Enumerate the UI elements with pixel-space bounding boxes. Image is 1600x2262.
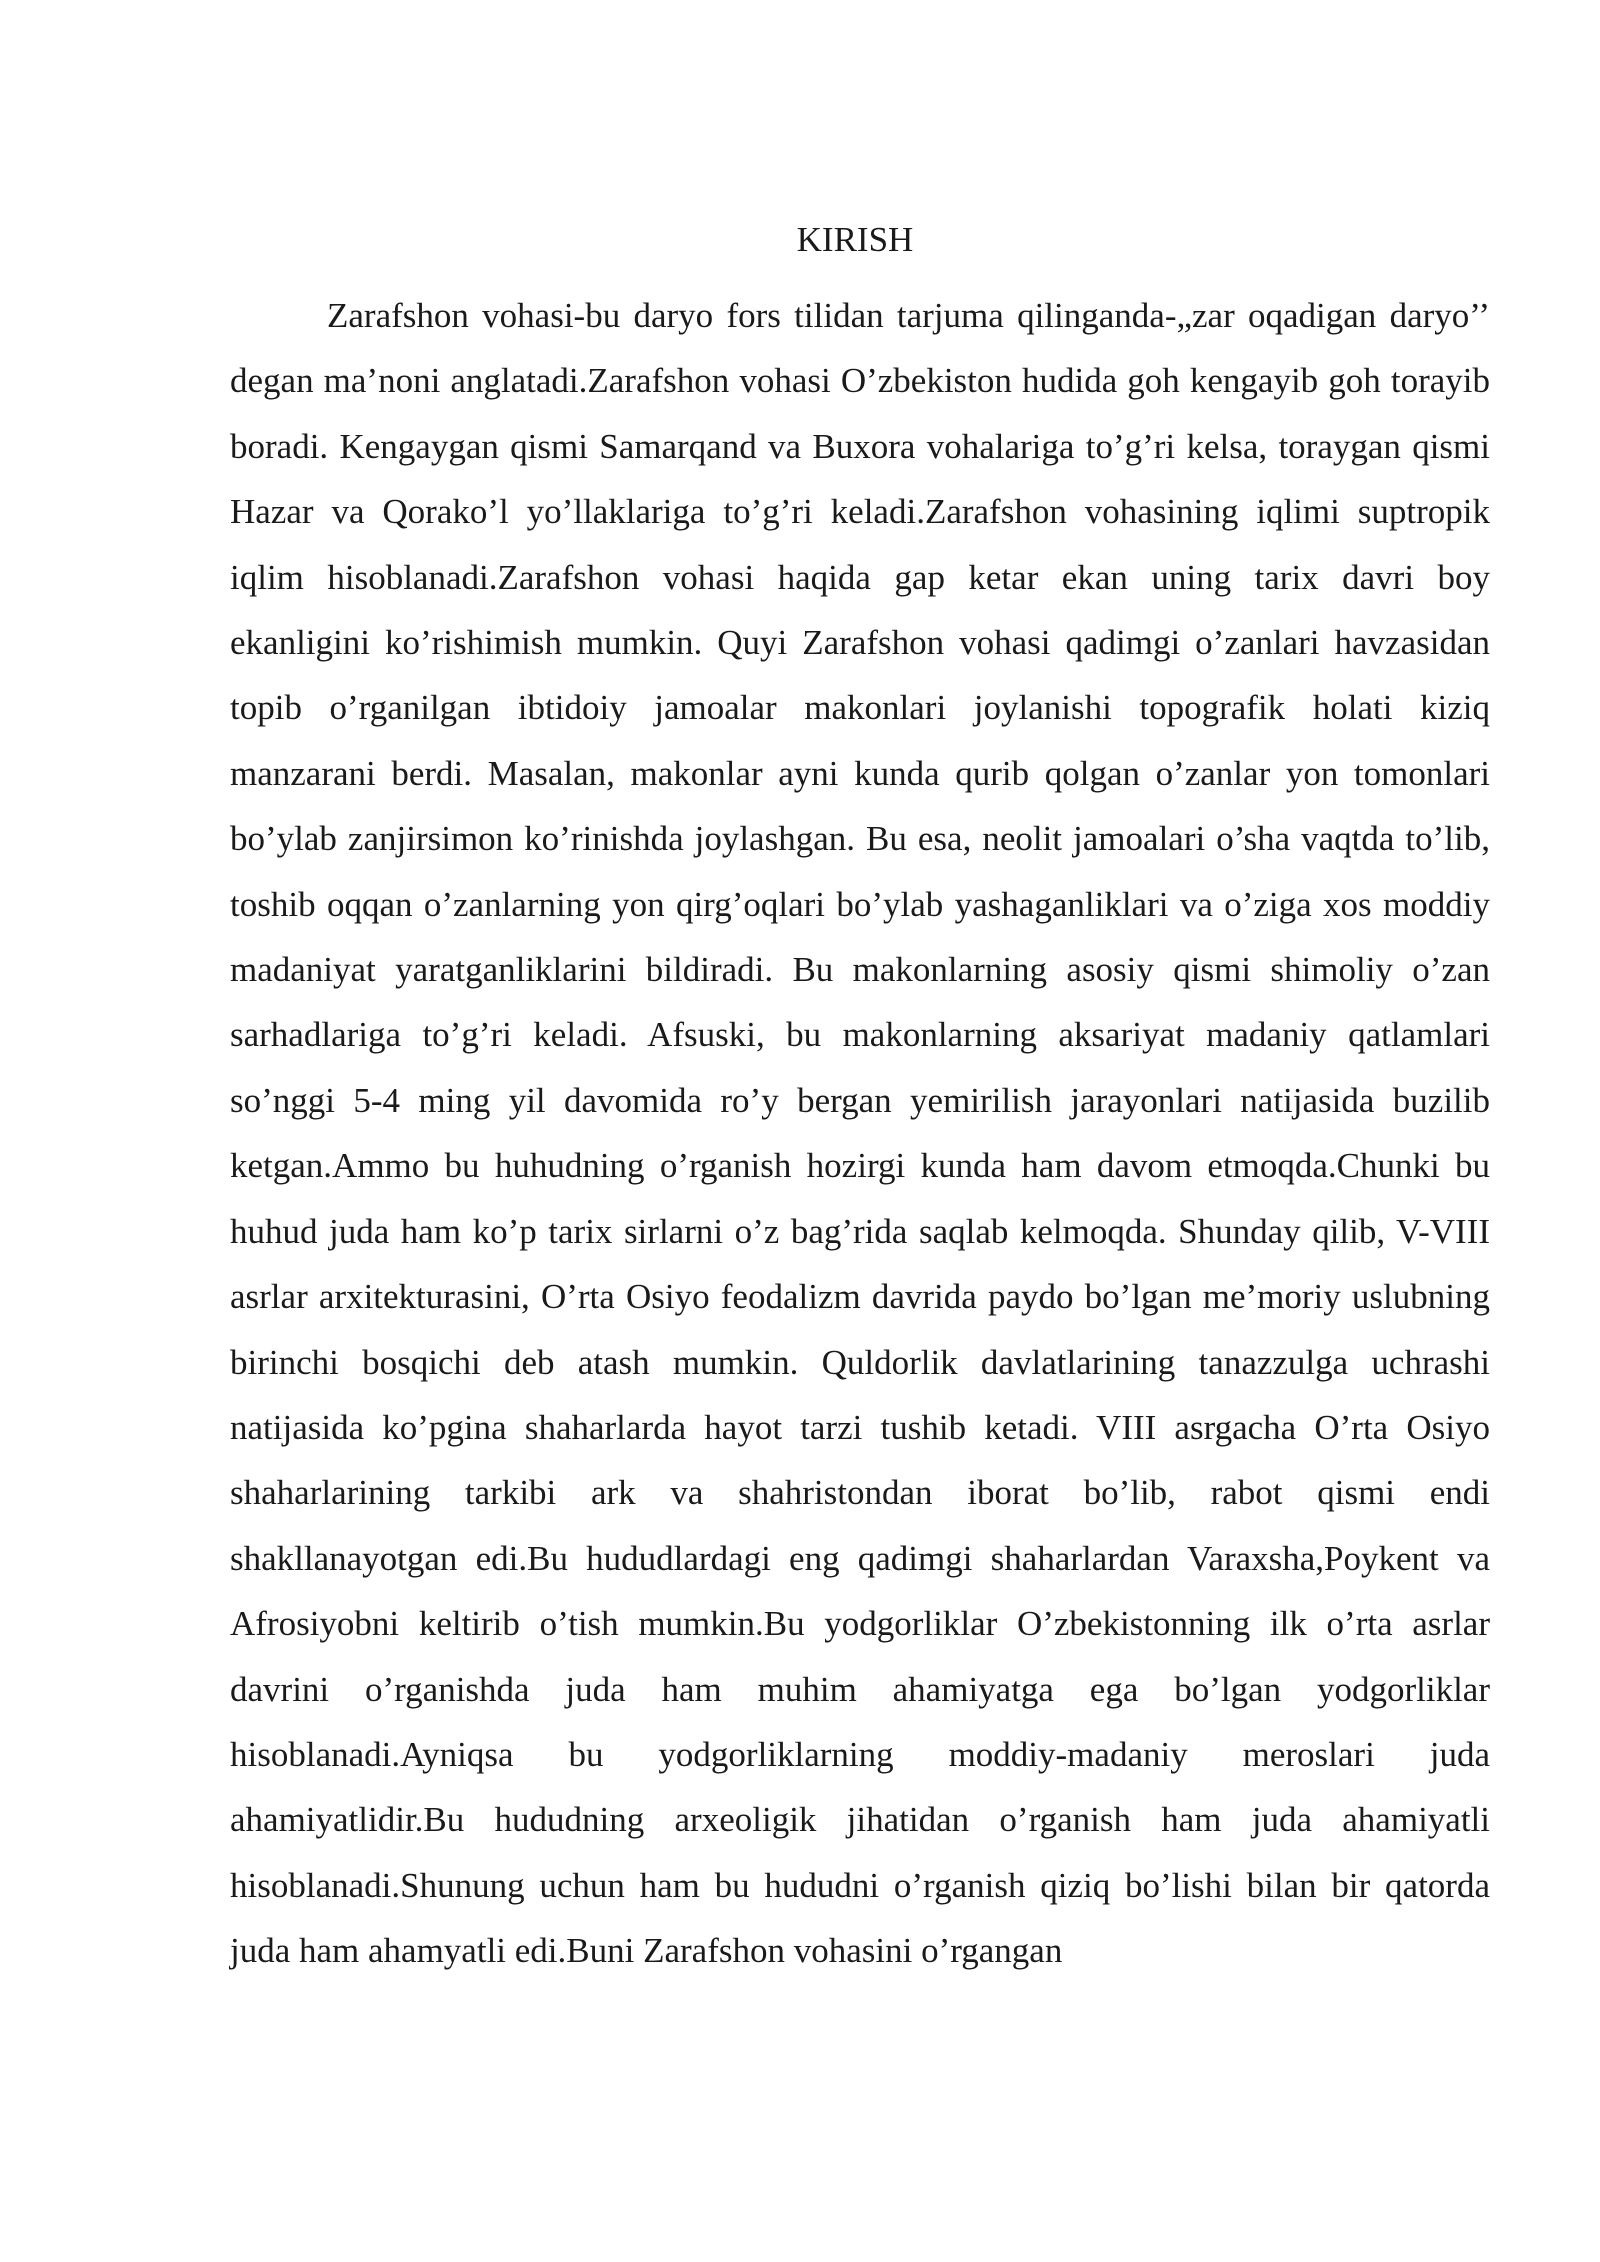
- body-paragraph: Zarafshon vohasi-bu daryo fors tilidan tarjuma qilinganda-„zar oqadigan daryo’’ degan ma’noni anglatadi.Zarafshon vohasi O’zbekiston hudida goh kengayib goh torayib boradi. Kengaygan qismi Samarqand va Buxora vohalariga to’g’ri kelsa, toraygan qismi Hazar va Qorako’l yo’llaklariga to’g’ri keladi.Zarafshon vohasining iqlimi suptropik iqlim hisoblanadi.Zarafshon vohasi haqida gap ketar ekan uning tarix davri boy ekanligini ko’rishimish mumkin. Quyi Zarafshon vohasi qadimgi o’zanlari havzasidan topib o’rganilgan ibtidoiy jamoalar makonlari joylanishi topografik holati kiziq manzarani berdi. Masalan, makonlar ayni kunda qurib qolgan o’zanlar yon tomonlari bo’ylab zanjirsimon ko’rinishda joylashgan. Bu esa, neolit jamoalari o’sha vaqtda to’lib, toshib oqqan o’zanlarning yon qirg’oqlari bo’ylab yashaganliklari va o’ziga xos moddiy madaniyat yaratganliklarini bildiradi. Bu makonlarning asosiy qismi shimoliy o’zan sarhadlariga to’g’ri keladi. Afsuski, bu makonlarning aksariyat madaniy qatlamlari so’nggi 5-4 ming yil davomida ro’y bergan yemirilish jarayonlari natijasida buzilib ketgan.Ammo bu huhudning o’rganish hozirgi kunda ham davom etmoqda.Chunki bu huhud juda ham ko’p tarix sirlarni o’z bag’rida saqlab kelmoqda. Shunday qilib, V-VIII asrlar arxitekturasini, O’rta Osiyo feodalizm davrida paydo bo’lgan me’moriy uslubning birinchi bosqichi deb atash mumkin. Quldorlik davlatlarining tanazzulga uchrashi natijasida ko’pgina shaharlarda hayot tarzi tushib ketadi. VIII asrgacha O’rta Osiyo shaharlarining tarkibi ark va shahristondan iborat bo’lib, rabot qismi endi shakllanayotgan edi.Bu hududlardagi eng qadimgi shaharlardan Varaxsha,Poykent va Afrosiyobni keltirib o’tish mumkin.Bu yodgorliklar O’zbekistonning ilk o’rta asrlar davrini o’rganishda juda ham muhim ahamiyatga ega bo’lgan yodgorliklar hisoblanadi.Ayniqsa bu yodgorliklarning moddiy-madaniy meroslari juda ahamiyatlidir.Bu hududning arxeoligik jihatidan o’rganish ham juda ahamiyatli hisoblanadi.Shunung uchun ham bu hududni o’rganish qiziq bo’lishi bilan bir qatorda juda ham ahamyatli edi.Buni Zarafshon vohasini o’rgangan: [230, 296, 1490, 1971]
- page-title: KIRISH: [796, 220, 914, 259]
